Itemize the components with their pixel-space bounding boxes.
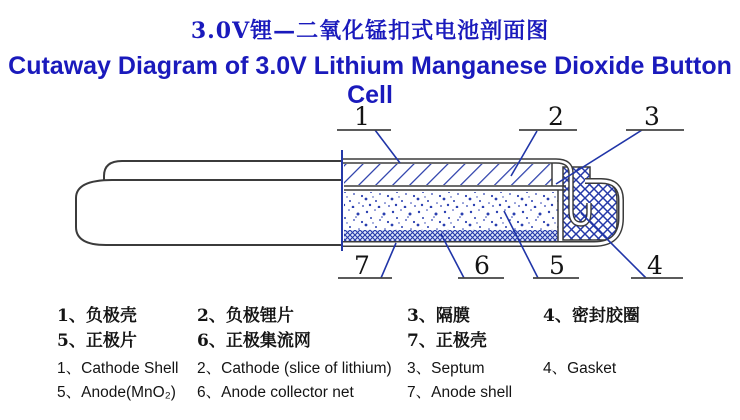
lithium-anode-layer bbox=[344, 164, 552, 185]
legend-zh-collector-net: 6、正极集流网 bbox=[197, 331, 311, 351]
leader-line-3 bbox=[556, 130, 642, 184]
legend-en-anode-mno2: 5、Anode(MnO₂) bbox=[57, 384, 176, 401]
legend-en-collector-net: 6、Anode collector net bbox=[197, 384, 354, 401]
legend-en-anode-shell: 7、Anode shell bbox=[407, 384, 513, 401]
cathode-shell-exterior bbox=[104, 161, 342, 180]
legend-zh-anode-sheet: 5、正极片 bbox=[57, 331, 137, 351]
legend-en-gasket: 4、Gasket bbox=[543, 360, 617, 377]
title-chinese: 3.0V锂—二氧化锰扣式电池剖面图 bbox=[190, 18, 550, 44]
callout-number-2: 2 bbox=[548, 102, 564, 131]
callout-number-5: 5 bbox=[549, 251, 565, 280]
legend-en-cathode-shell: 1、Cathode Shell bbox=[57, 360, 179, 377]
legend-en-lithium-slice: 2、Cathode (slice of lithium) bbox=[197, 360, 392, 377]
septum-line bbox=[344, 186, 566, 190]
anode-shell-exterior bbox=[76, 180, 342, 245]
collector-net-layer bbox=[344, 230, 558, 241]
title-english: Cutaway Diagram of 3.0V Lithium Manganese Dioxide Button Cell bbox=[8, 52, 732, 109]
mno2-cathode-layer bbox=[344, 192, 558, 230]
legend-zh-lithium-slice: 2、负极锂片 bbox=[197, 306, 294, 326]
callout-number-4: 4 bbox=[647, 251, 663, 280]
leader-line-1 bbox=[375, 130, 400, 163]
legend-zh-anode-shell: 7、正极壳 bbox=[407, 331, 487, 351]
legend-en-septum: 3、Septum bbox=[407, 360, 485, 377]
callout-number-1: 1 bbox=[354, 102, 370, 131]
callout-number-7: 7 bbox=[354, 251, 370, 280]
legend-zh-gasket: 4、密封胶圈 bbox=[543, 306, 640, 326]
legend-zh-cathode-shell: 1、负极壳 bbox=[57, 306, 137, 326]
callout-number-6: 6 bbox=[474, 251, 490, 280]
button-cell-cutaway-diagram bbox=[0, 95, 740, 310]
legend-zh-septum: 3、隔膜 bbox=[407, 306, 470, 326]
callout-number-3: 3 bbox=[644, 102, 660, 131]
leader-line-7 bbox=[381, 243, 396, 278]
